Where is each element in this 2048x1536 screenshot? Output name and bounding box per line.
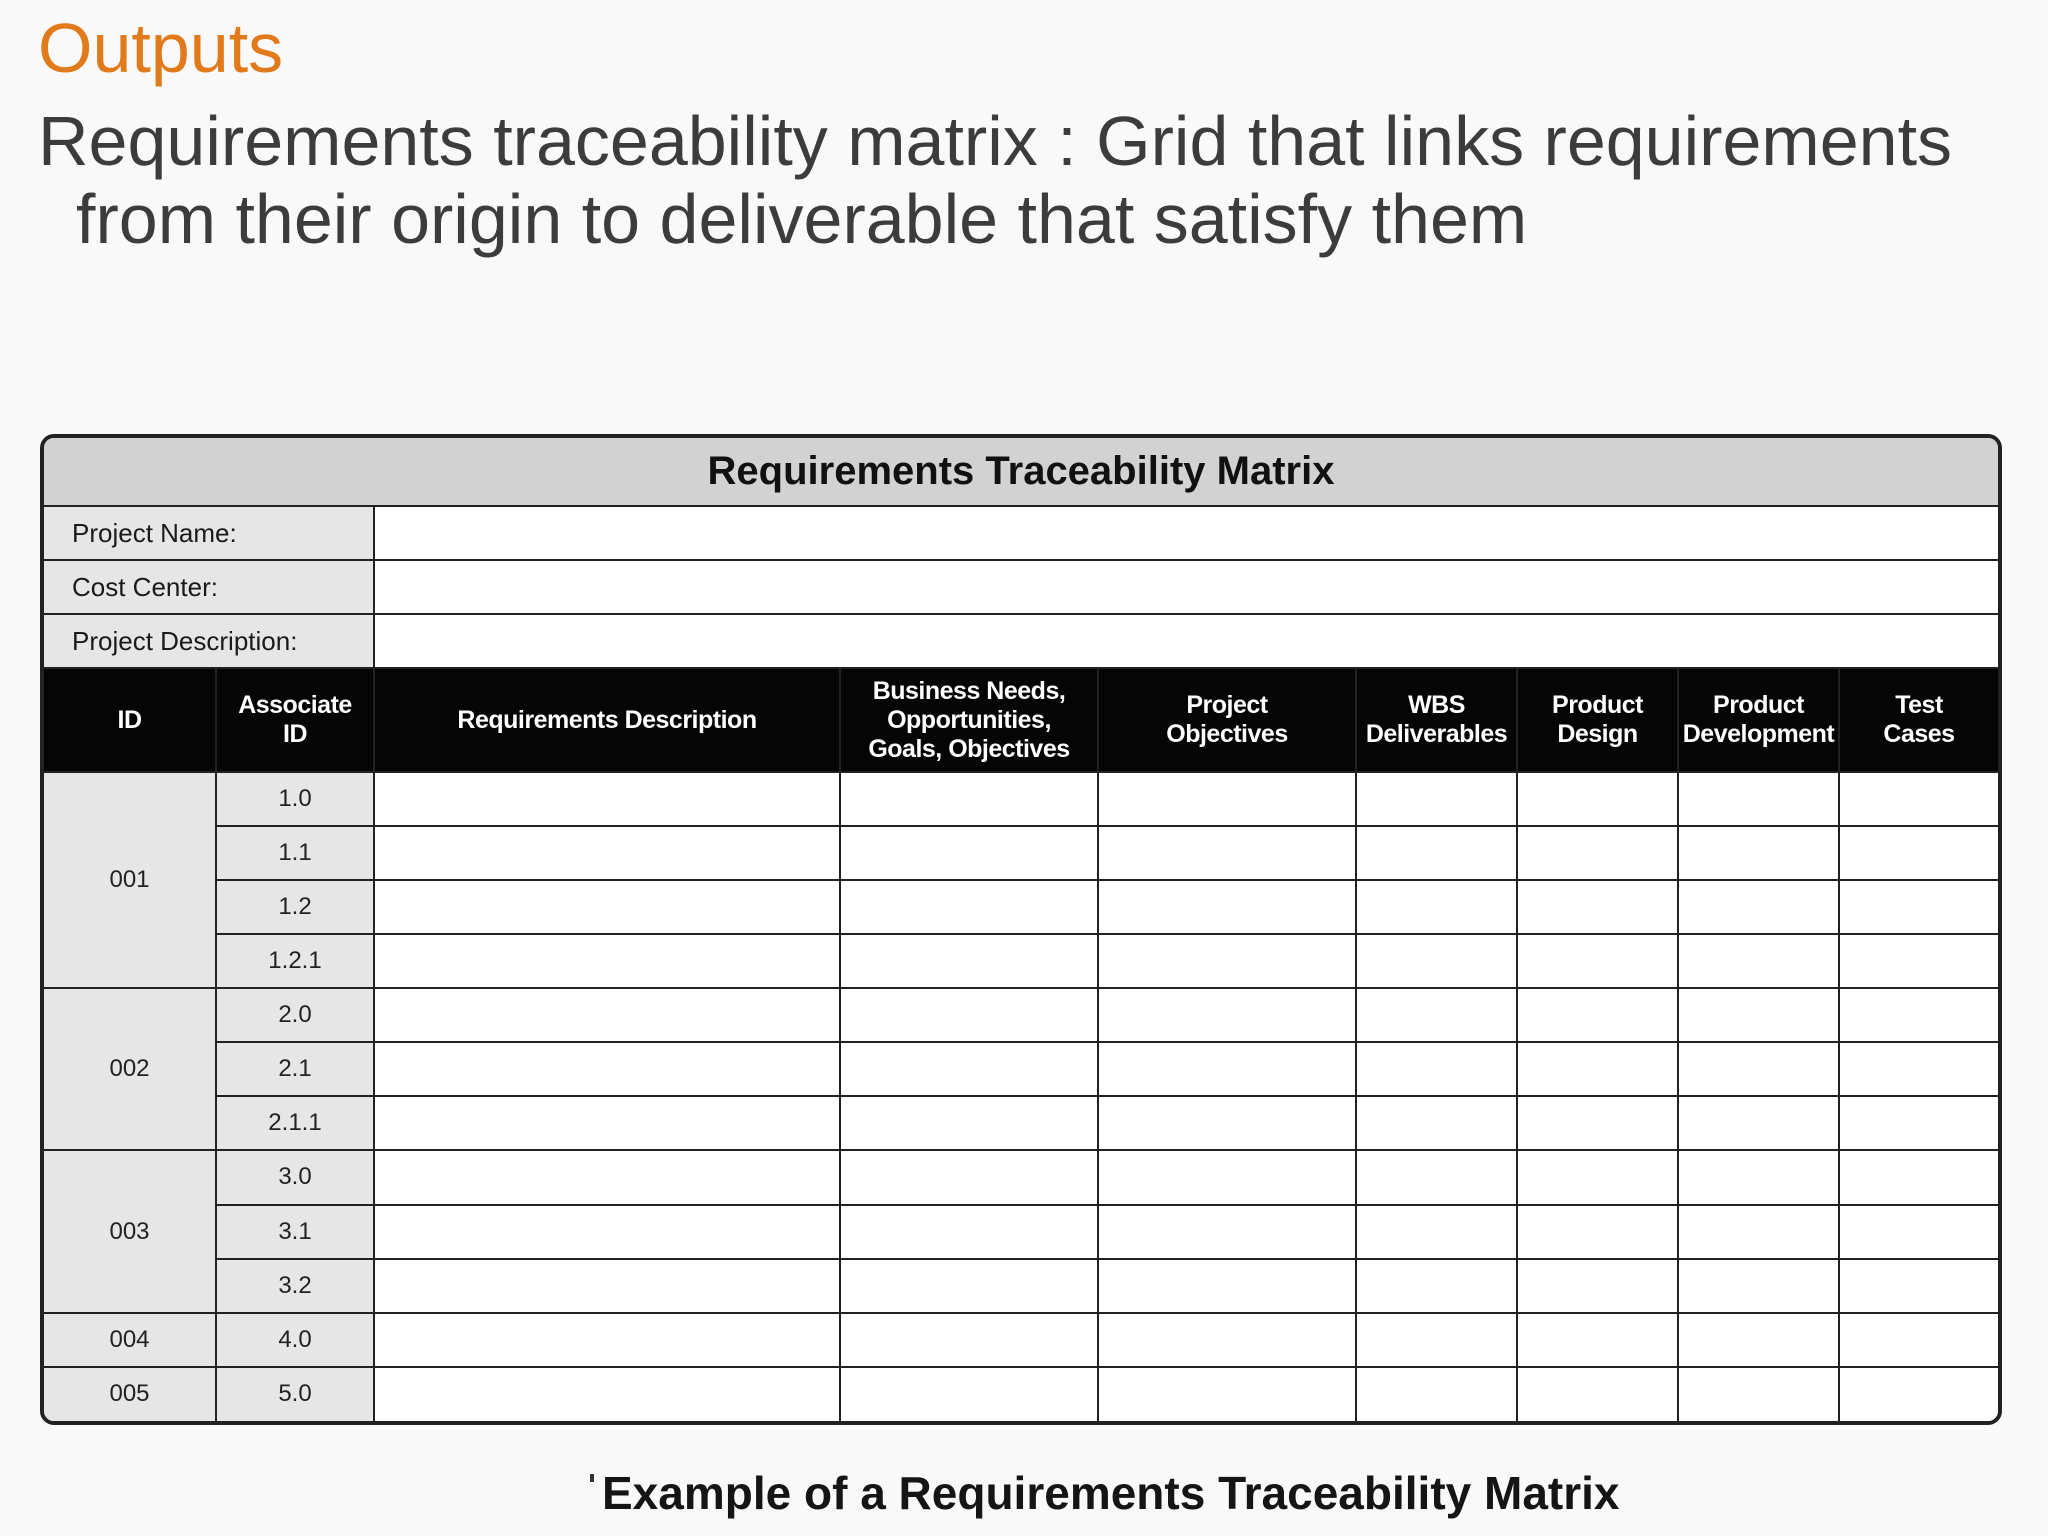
requirement-id: 002 [44, 988, 216, 1150]
matrix-cell[interactable] [374, 1205, 840, 1259]
matrix-cell[interactable] [1517, 1313, 1678, 1367]
col-header-requirements-description: Requirements Description [374, 668, 840, 771]
matrix-cell[interactable] [374, 1150, 840, 1204]
meta-row-project-description [44, 614, 1998, 668]
matrix-cell[interactable] [840, 1313, 1098, 1367]
associate-id: 5.0 [216, 1367, 374, 1421]
table-row [44, 880, 1998, 934]
matrix-cell[interactable] [1839, 772, 1998, 826]
matrix-cell[interactable] [1517, 1096, 1678, 1150]
matrix-cell[interactable] [1678, 1096, 1839, 1150]
subtitle-line-2: from their origin to deliverable that satisfy them [76, 180, 1528, 258]
matrix-cell[interactable] [1517, 988, 1678, 1042]
matrix-cell[interactable] [374, 1096, 840, 1150]
matrix-cell[interactable] [1098, 826, 1356, 880]
associate-id: 2.1.1 [216, 1096, 374, 1150]
matrix-cell[interactable] [1839, 826, 1998, 880]
associate-id: 1.0 [216, 772, 374, 826]
table-row [44, 1150, 1998, 1204]
col-header-test-cases: Test Cases [1839, 668, 1998, 771]
associate-id: 3.0 [216, 1150, 374, 1204]
matrix-cell[interactable] [1839, 934, 1998, 988]
meta-row-cost-center [44, 560, 1998, 614]
matrix-cell[interactable] [1678, 1259, 1839, 1313]
matrix-cell[interactable] [374, 1367, 840, 1421]
matrix-cell[interactable] [840, 1150, 1098, 1204]
matrix-cell[interactable] [1839, 1042, 1998, 1096]
matrix-cell[interactable] [1356, 988, 1517, 1042]
matrix-cell[interactable] [840, 1042, 1098, 1096]
associate-id: 2.1 [216, 1042, 374, 1096]
subtitle-line-1: Requirements traceability matrix : Grid that links requirements [38, 102, 1953, 180]
meta-value-project-name[interactable] [374, 506, 1998, 560]
matrix-cell[interactable] [1098, 772, 1356, 826]
matrix-cell[interactable] [1356, 934, 1517, 988]
matrix-cell[interactable] [1517, 826, 1678, 880]
matrix-cell[interactable] [1098, 1096, 1356, 1150]
associate-id: 1.2.1 [216, 934, 374, 988]
matrix-cell[interactable] [1356, 1042, 1517, 1096]
matrix-cell[interactable] [1678, 1205, 1839, 1259]
matrix-cell[interactable] [1098, 1042, 1356, 1096]
table-row [44, 826, 1998, 880]
col-header-product-design: Product Design [1517, 668, 1678, 771]
table-row [44, 934, 1998, 988]
matrix-cell[interactable] [1678, 988, 1839, 1042]
associate-id: 3.1 [216, 1205, 374, 1259]
matrix-cell[interactable] [1678, 1150, 1839, 1204]
requirement-id: 004 [44, 1313, 216, 1367]
matrix-cell[interactable] [1678, 826, 1839, 880]
matrix-cell[interactable] [840, 1367, 1098, 1421]
col-header-wbs-deliverables: WBS Deliverables [1356, 668, 1517, 771]
matrix-cell[interactable] [840, 988, 1098, 1042]
col-header-id: ID [44, 668, 216, 771]
table-row [44, 988, 1998, 1042]
matrix-cell[interactable] [1356, 1096, 1517, 1150]
matrix-cell[interactable] [1098, 988, 1356, 1042]
meta-value-project-description[interactable] [374, 614, 1998, 668]
matrix-cell[interactable] [1839, 1150, 1998, 1204]
matrix-cell[interactable] [840, 1205, 1098, 1259]
matrix-cell[interactable] [374, 1313, 840, 1367]
matrix-cell[interactable] [374, 934, 840, 988]
table-row [44, 1042, 1998, 1096]
matrix-cell[interactable] [1517, 772, 1678, 826]
col-header-project-objectives: Project Objectives [1098, 668, 1356, 771]
meta-label-cost-center: Cost Center: [44, 560, 374, 614]
matrix-cell[interactable] [1678, 772, 1839, 826]
figure-caption [590, 1466, 1619, 1520]
matrix-cell[interactable] [840, 772, 1098, 826]
matrix-cell[interactable] [1517, 1367, 1678, 1421]
matrix-cell[interactable] [1839, 1259, 1998, 1313]
matrix-cell[interactable] [1678, 934, 1839, 988]
col-header-business-needs: Business Needs, Opportunities, Goals, Objectives [840, 668, 1098, 771]
matrix-cell[interactable] [1517, 1259, 1678, 1313]
slide-heading: Outputs [38, 9, 284, 87]
matrix-cell[interactable] [1356, 1313, 1517, 1367]
matrix-cell[interactable] [1098, 1150, 1356, 1204]
matrix-cell[interactable] [1356, 880, 1517, 934]
matrix-title: Requirements Traceability Matrix [44, 438, 1998, 506]
matrix-cell[interactable] [840, 880, 1098, 934]
matrix-cell[interactable] [1356, 1205, 1517, 1259]
table-row [44, 1367, 1998, 1421]
meta-label-project-name: Project Name: [44, 506, 374, 560]
matrix-table [44, 438, 1998, 1421]
matrix-cell[interactable] [1098, 934, 1356, 988]
slide-subtitle [38, 102, 2018, 258]
associate-id: 2.0 [216, 988, 374, 1042]
matrix-cell[interactable] [1839, 1205, 1998, 1259]
associate-id: 3.2 [216, 1259, 374, 1313]
matrix-cell[interactable] [1356, 1367, 1517, 1421]
requirement-id: 005 [44, 1367, 216, 1421]
matrix-cell[interactable] [1356, 1259, 1517, 1313]
table-row [44, 1313, 1998, 1367]
table-row [44, 772, 1998, 826]
requirement-id: 003 [44, 1150, 216, 1312]
matrix-cell[interactable] [1839, 988, 1998, 1042]
matrix-cell[interactable] [1839, 1313, 1998, 1367]
matrix-cell[interactable] [1517, 1205, 1678, 1259]
matrix-cell[interactable] [1098, 880, 1356, 934]
column-header-row [44, 668, 1998, 771]
table-row [44, 1205, 1998, 1259]
matrix-cell[interactable] [1356, 1150, 1517, 1204]
matrix-cell[interactable] [840, 1096, 1098, 1150]
matrix-cell[interactable] [840, 1259, 1098, 1313]
caption-mark [590, 1474, 594, 1482]
associate-id: 1.1 [216, 826, 374, 880]
matrix-cell[interactable] [1678, 880, 1839, 934]
matrix-cell[interactable] [1839, 1096, 1998, 1150]
col-header-product-development: Product Development [1678, 668, 1839, 771]
matrix-cell[interactable] [1678, 1042, 1839, 1096]
table-row [44, 1259, 1998, 1313]
matrix-cell[interactable] [374, 880, 840, 934]
matrix-cell[interactable] [1839, 880, 1998, 934]
matrix-cell[interactable] [374, 772, 840, 826]
matrix-cell[interactable] [1098, 1205, 1356, 1259]
matrix-cell[interactable] [1678, 1367, 1839, 1421]
matrix-cell[interactable] [1839, 1367, 1998, 1421]
matrix-cell[interactable] [1517, 1042, 1678, 1096]
matrix-cell[interactable] [1356, 826, 1517, 880]
matrix-cell[interactable] [374, 826, 840, 880]
matrix-cell[interactable] [840, 826, 1098, 880]
caption-text: Example of a Requirements Traceability Matrix [602, 1467, 1620, 1519]
requirement-id: 001 [44, 772, 216, 988]
table-row [44, 1096, 1998, 1150]
col-header-associate-id: Associate ID [216, 668, 374, 771]
matrix-cell[interactable] [1517, 880, 1678, 934]
meta-value-cost-center[interactable] [374, 560, 1998, 614]
traceability-matrix [40, 434, 2002, 1425]
meta-label-project-description: Project Description: [44, 614, 374, 668]
associate-id: 4.0 [216, 1313, 374, 1367]
associate-id: 1.2 [216, 880, 374, 934]
matrix-cell[interactable] [1098, 1367, 1356, 1421]
matrix-cell[interactable] [374, 988, 840, 1042]
matrix-cell[interactable] [1098, 1259, 1356, 1313]
matrix-cell[interactable] [1517, 1150, 1678, 1204]
matrix-cell[interactable] [374, 1042, 840, 1096]
matrix-cell[interactable] [1678, 1313, 1839, 1367]
meta-row-project-name [44, 506, 1998, 560]
matrix-cell[interactable] [1098, 1313, 1356, 1367]
matrix-cell[interactable] [374, 1259, 840, 1313]
matrix-cell[interactable] [1356, 772, 1517, 826]
matrix-cell[interactable] [840, 934, 1098, 988]
matrix-cell[interactable] [1517, 934, 1678, 988]
